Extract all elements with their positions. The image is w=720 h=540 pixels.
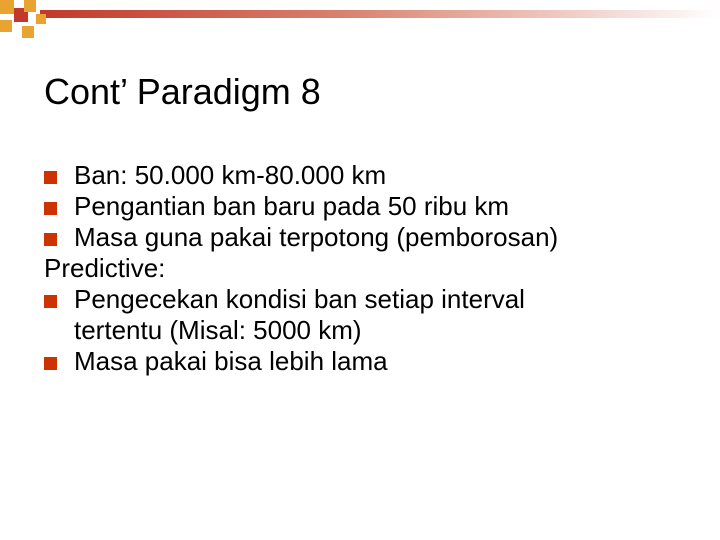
decor-square-5 (22, 26, 34, 38)
list-item-text: Pengecekan kondisi ban setiap interval (74, 284, 525, 314)
decor-square-4 (0, 20, 12, 32)
square-bullet-icon (44, 233, 57, 246)
list-item (44, 284, 704, 315)
list-item (44, 160, 704, 191)
list-item-continuation (44, 315, 704, 346)
decor-square-3 (24, 0, 36, 12)
square-bullet-icon (44, 171, 57, 184)
square-bullet-icon (44, 357, 57, 370)
top-gradient-band (40, 10, 720, 18)
section-label (44, 253, 704, 284)
slide-body (44, 160, 704, 377)
top-decorative-bar (0, 0, 720, 48)
decor-square-1 (0, 0, 14, 14)
section-label-text: Predictive: (44, 253, 166, 283)
list-item-text: tertentu (Misal: 5000 km) (74, 315, 362, 345)
square-bullet-icon (44, 202, 57, 215)
list-item-text: Ban: 50.000 km-80.000 km (74, 160, 387, 190)
square-bullet-icon (44, 295, 57, 308)
list-item-text: Masa guna pakai terpotong (pemborosan) (74, 222, 559, 252)
list-item-text: Masa pakai bisa lebih lama (74, 346, 388, 376)
list-item (44, 222, 704, 253)
slide-title: Cont’ Paradigm 8 (44, 71, 321, 112)
list-item (44, 346, 704, 377)
list-item-text: Pengantian ban baru pada 50 ribu km (74, 191, 510, 221)
list-item (44, 191, 704, 222)
decor-square-6 (36, 14, 46, 24)
